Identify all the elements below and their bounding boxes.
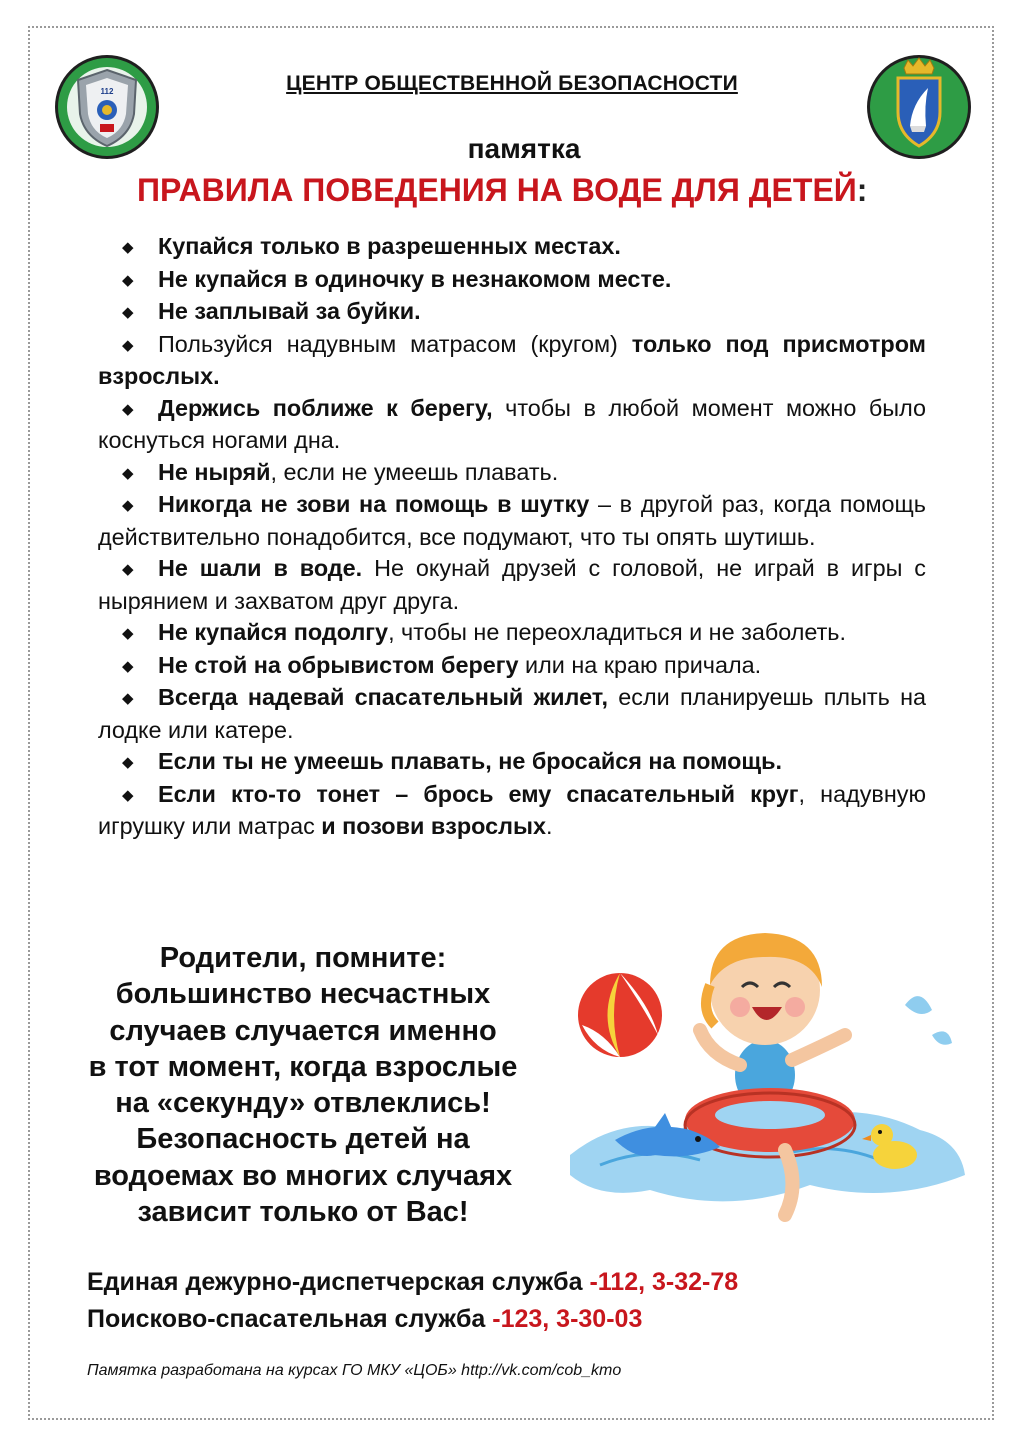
parents-note-line: водоемах во многих случаях [93, 1159, 513, 1192]
illustration [560, 915, 970, 1240]
diamond-bullet-icon: ◆ [122, 786, 134, 804]
rule-bold-text: Не ныряй [158, 458, 271, 485]
diamond-bullet-icon: ◆ [122, 497, 134, 514]
rule-item [98, 746, 926, 779]
rule-item [98, 553, 926, 617]
parents-note [48, 940, 558, 1230]
contacts [87, 1264, 738, 1338]
rule-bold-text: Держись поближе к берегу, [158, 394, 493, 421]
rule-normal-text: Не окунай друзей с головой, не играй в игры с нырянием и захватом друг друга. [98, 555, 926, 614]
contact-line [87, 1264, 738, 1301]
diamond-bullet-icon: ◆ [122, 657, 134, 675]
rule-normal-text: или на краю причала. [518, 651, 762, 678]
rule-bold-text: Всегда надевай спасательный жилет, [158, 684, 608, 710]
parents-note-line: зависит только от Вас! [137, 1196, 469, 1229]
rule-bold-text: Не стой на обрывистом берегу [158, 651, 519, 678]
rules-list [98, 231, 926, 843]
parents-note-line: большинство несчастных [115, 978, 491, 1011]
svg-text:112: 112 [100, 87, 114, 96]
rule-item [98, 329, 926, 393]
rule-bold-text: и позови взрослых [321, 813, 546, 839]
page-title-text: ПРАВИЛА ПОВЕДЕНИЯ НА ВОДЕ ДЛЯ ДЕТЕЙ [137, 172, 857, 208]
rule-bold-text: Купайся только в разрешенных местах. [158, 233, 621, 259]
rule-bold-text: Если ты не умеешь плавать, не бросайся на помощь. [158, 748, 783, 774]
rule-normal-text: , надувную игрушку или матрас [98, 780, 926, 839]
diamond-bullet-icon: ◆ [122, 625, 134, 642]
memo-label: памятка [467, 133, 581, 164]
contact-label: Поисково-спасательная служба [87, 1305, 493, 1333]
rule-bold-text: Не шали в воде. [158, 555, 363, 581]
parents-note-line: в тот момент, когда взрослые [88, 1050, 518, 1083]
rule-item [98, 650, 926, 683]
organization-title: ЦЕНТР ОБЩЕСТВЕННОЙ БЕЗОПАСНОСТИ [286, 72, 738, 95]
rule-item [98, 489, 926, 553]
rule-item [98, 264, 926, 297]
diamond-bullet-icon: ◆ [122, 561, 134, 578]
rule-normal-text: – в другой раз, когда помощь действительно понадобится, все подумают, что ты опять шутишь. [98, 491, 926, 550]
rule-item [98, 779, 926, 843]
parents-note-line: случаев случается именно [109, 1014, 497, 1047]
rule-item [98, 231, 926, 264]
diamond-bullet-icon: ◆ [122, 239, 134, 256]
rule-normal-text: если планируешь плыть на лодке или катере. [98, 684, 926, 743]
rule-bold-text: Если кто-то тонет – брось ему спасательный круг [158, 780, 799, 807]
diamond-bullet-icon: ◆ [122, 304, 134, 321]
diamond-bullet-icon: ◆ [122, 690, 134, 707]
footer-note: Памятка разработана на курсах ГО МКУ «ЦОБ» http://vk.com/cob_kmo [87, 1362, 622, 1379]
parents-note-line: Родители, помните: [159, 942, 447, 974]
parents-note-line: Безопасность детей на [136, 1123, 470, 1156]
rule-bold-text: Не купайся подолгу [158, 619, 389, 645]
parents-note-line: на «секунду» отвлеклись! [115, 1087, 491, 1120]
rule-bold-text: Никогда не зови на помощь в шутку [158, 491, 590, 517]
page-title-colon: : [856, 172, 868, 208]
contact-phone: -112, 3-32-78 [589, 1268, 739, 1296]
contact-phone: -123, 3-30-03 [492, 1305, 643, 1333]
contact-label: Единая дежурно-диспетчерская служба [87, 1268, 590, 1296]
rule-bold-text: Не заплывай за буйки. [158, 298, 421, 324]
rule-item [98, 296, 926, 329]
rule-normal-text: Пользуйся надувным матрасом (кругом) [158, 330, 632, 357]
diamond-bullet-icon: ◆ [122, 271, 134, 289]
contact-line [87, 1301, 738, 1338]
rule-normal-text: . [545, 813, 553, 839]
rule-normal-text: , чтобы не переохладиться и не заболеть. [388, 619, 846, 645]
rule-bold-text: только под присмотром взрослых. [98, 330, 926, 389]
diamond-bullet-icon: ◆ [122, 464, 134, 482]
diamond-bullet-icon: ◆ [122, 400, 134, 418]
diamond-bullet-icon: ◆ [122, 754, 134, 771]
rule-bold-text: Не купайся в одиночку в незнакомом месте. [158, 265, 672, 292]
child-swimming-illustration-icon [560, 915, 970, 1240]
rule-item [98, 457, 926, 490]
page-title [137, 172, 867, 209]
rule-item [98, 682, 926, 746]
rule-item [98, 393, 926, 457]
rule-normal-text: , если не умеешь плавать. [270, 458, 559, 485]
diamond-bullet-icon: ◆ [122, 336, 134, 354]
rule-item [98, 617, 926, 650]
rule-normal-text: чтобы в любой момент можно было коснуться ногами дна. [98, 394, 926, 453]
